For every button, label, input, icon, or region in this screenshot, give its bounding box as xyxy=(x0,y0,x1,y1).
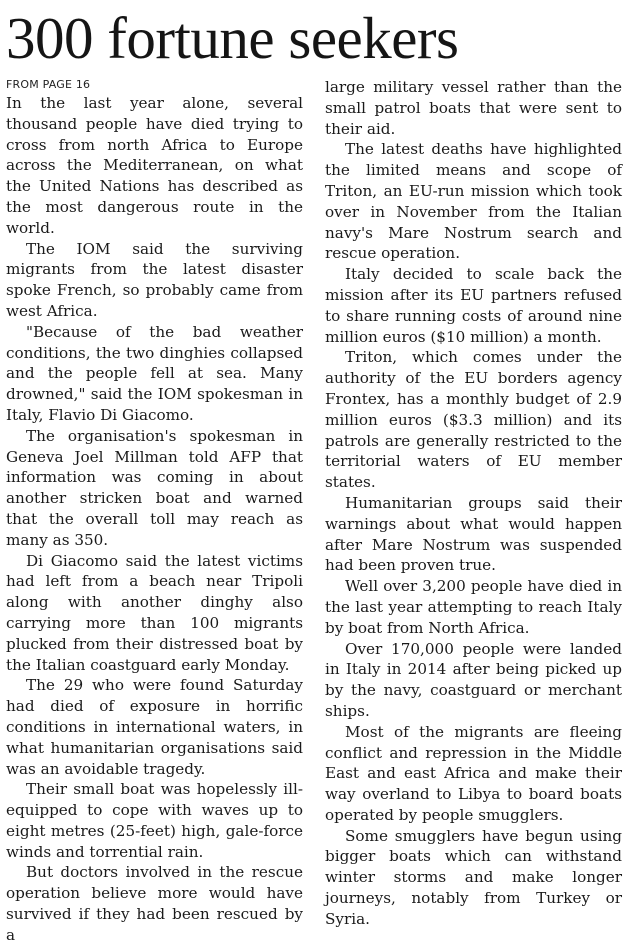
paragraph: Most of the migrants are fleeing conflict and repression in the Middle East and east Africa and make their way overland to Libya to board boats operated by people smugglers. xyxy=(325,722,622,824)
paragraph: Humanitarian groups said their warnings about what would happen after Mare Nostrum was suspended had been proven true. xyxy=(325,493,622,575)
left-column xyxy=(6,77,303,946)
paragraph: Italy decided to scale back the mission after its EU partners refused to share running costs of around nine million euros ($10 million) a month. xyxy=(325,265,622,346)
paragraph: large military vessel rather than the small patrol boats that were sent to their aid. xyxy=(325,78,622,138)
paragraph: "Because of the bad weather conditions, the two dinghies collapsed and the people fell at sea. Many drowned," said the IOM spokesman in Italy, Flavio Di Giacomo. xyxy=(6,322,303,424)
paragraph: In the last year alone, several thousand people have died trying to cross from north Africa to Europe across the Mediterranean, on what the United Nations has described as the most dangerous route in the world. xyxy=(6,94,303,237)
paragraph: Their small boat was hopelessly ill-equipped to cope with waves up to eight metres (25-feet) high, gale-force winds and torrential rain. xyxy=(6,780,303,861)
paragraph: The latest deaths have highlighted the limited means and scope of Triton, an EU-run mission which took over in November from the Italian navy's Mare Nostrum search and rescue operation. xyxy=(325,140,622,263)
paragraph: Well over 3,200 people have died in the last year attempting to reach Italy by boat from North Africa. xyxy=(325,577,622,637)
paragraph: The organisation's spokesman in Geneva Joel Millman told AFP that information was coming in about another stricken boat and warned that the overall toll may reach as many as 350. xyxy=(6,426,303,549)
paragraph: Triton, which comes under the authority of the EU borders agency Frontex, has a monthly budget of 2.9 million euros ($3.3 million) and its patrols are generally restricted to the territorial waters of EU member states. xyxy=(325,348,622,492)
paragraph: Di Giacomo said the latest victims had left from a beach near Tripoli along with another dinghy also carrying more than 100 migrants plucked from their distressed boat by the Italian coastguard early Monday. xyxy=(6,551,303,674)
paragraph: Some smugglers have begun using bigger boats which can withstand winter storms and make longer journeys, notably from Turkey or Syria. xyxy=(325,826,622,928)
paragraph: The IOM said the surviving migrants from the latest disaster spoke French, so probably came from west Africa. xyxy=(6,239,303,320)
paragraph: Over 170,000 people were landed in Italy in 2014 after being picked up by the navy, coastguard or merchant ships. xyxy=(325,639,622,720)
headline: 300 fortune seekers xyxy=(6,5,459,71)
paragraph: The 29 who were found Saturday had died of exposure in horrific conditions in international waters, in what humanitarian organisations said was an avoidable tragedy. xyxy=(6,676,303,778)
jump-line: FROM PAGE 16 xyxy=(6,78,91,91)
paragraph: But doctors involved in the rescue operation believe more would have survived if they had been rescued by a xyxy=(6,863,303,944)
right-column xyxy=(325,77,622,930)
